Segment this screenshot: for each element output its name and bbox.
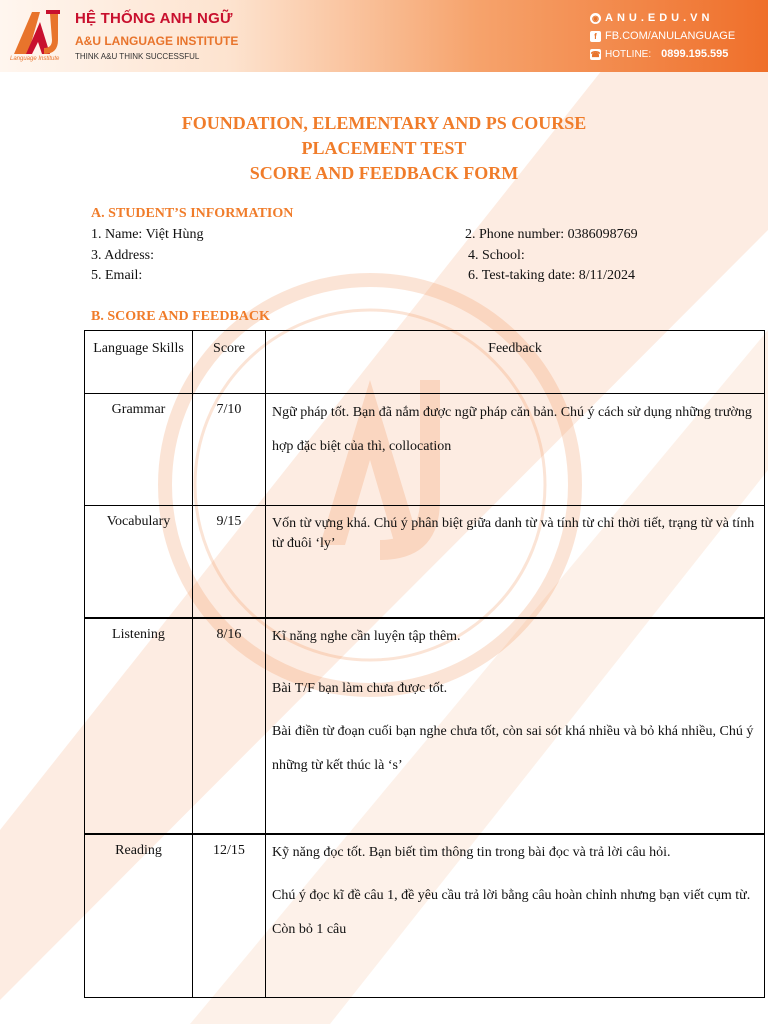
student-name: 1. Name: Việt Hùng xyxy=(91,227,204,242)
student-phone: 2. Phone number: 0386098769 xyxy=(465,227,638,242)
header-banner xyxy=(0,0,768,72)
anu-logo-icon xyxy=(10,8,68,58)
student-school: 4. School: xyxy=(468,247,525,263)
feedback-cell xyxy=(266,394,765,506)
skill-score: 7/10 xyxy=(193,394,266,506)
brand-slogan: THINK A&U THINK SUCCESSFUL xyxy=(75,52,200,61)
form-title xyxy=(0,111,768,186)
table-row xyxy=(85,834,765,998)
section-b-heading: B. SCORE AND FEEDBACK xyxy=(91,309,270,324)
skill-name: Listening xyxy=(85,618,193,834)
feedback-text: Kỹ năng đọc tốt. Bạn biết tìm thông tin trong bài đọc và trả lời câu hỏi. xyxy=(272,845,671,860)
score-feedback-table xyxy=(84,330,765,998)
feedback-text: Kĩ năng nghe cần luyện tập thêm. xyxy=(272,629,461,644)
feedback-cell xyxy=(266,834,765,998)
feedback-text: Vốn từ vựng khá. Chú ý phân biệt giữa danh từ và tính từ chỉ thời tiết, trạng từ và tính từ đuôi ‘ly’ xyxy=(272,516,755,551)
skill-name: Vocabulary xyxy=(85,506,193,619)
feedback-text: Bài điền từ đoạn cuối bạn nghe chưa tốt, còn sai sót khá nhiều và bỏ khá nhiều, Chú ý những từ kết thúc là ‘s’ xyxy=(272,724,754,773)
info-row-1 xyxy=(91,227,691,248)
website-row xyxy=(590,10,760,26)
student-address: 3. Address: xyxy=(91,247,154,263)
feedback-cell xyxy=(266,618,765,834)
test-date: 6. Test-taking date: 8/11/2024 xyxy=(468,268,635,283)
brand-name-vietnamese: HỆ THỐNG ANH NGỮ xyxy=(75,10,233,27)
column-header-score: Score xyxy=(193,331,266,394)
feedback-cell xyxy=(266,506,765,619)
student-info xyxy=(91,227,691,289)
skill-score: 8/16 xyxy=(193,618,266,834)
table-row xyxy=(85,618,765,834)
brand-name-english: A&U LANGUAGE INSTITUTE xyxy=(75,34,239,48)
phone-icon: ☎ xyxy=(590,49,601,59)
table-row xyxy=(85,506,765,619)
facebook-link[interactable]: FB.COM/ANULANGUAGE xyxy=(605,30,736,42)
column-header-skills: Language Skills xyxy=(85,331,193,394)
hotline-label: HOTLINE: xyxy=(605,48,652,60)
info-row-3 xyxy=(91,268,691,289)
title-line-3: SCORE AND FEEDBACK FORM xyxy=(249,163,519,183)
title-line-1: FOUNDATION, ELEMENTARY AND PS COURSE xyxy=(181,113,587,133)
skill-name: Reading xyxy=(85,834,193,998)
student-email: 5. Email: xyxy=(91,268,143,283)
facebook-icon: f xyxy=(590,31,601,42)
feedback-text: Chú ý đọc kĩ đề câu 1, đề yêu cầu trả lời bằng câu hoàn chỉnh nhưng bạn viết cụm từ. Còn bỏ 1 câu xyxy=(272,888,751,937)
logo-tagline: Language Institute xyxy=(10,56,60,62)
skill-score: 12/15 xyxy=(193,834,266,998)
contact-info xyxy=(590,10,760,64)
website-link[interactable]: ANU.EDU.VN xyxy=(605,12,714,24)
info-row-2 xyxy=(91,248,691,269)
hotline-number[interactable]: 0899.195.595 xyxy=(661,48,729,60)
skill-name: Grammar xyxy=(85,394,193,506)
table-header-row xyxy=(85,331,765,394)
feedback-text: Bài T/F bạn làm chưa được tốt. xyxy=(272,681,448,696)
column-header-feedback: Feedback xyxy=(266,331,765,394)
hotline-row xyxy=(590,46,760,62)
globe-icon: ◉ xyxy=(590,13,601,24)
facebook-row xyxy=(590,28,760,44)
table-row xyxy=(85,394,765,506)
title-line-2: PLACEMENT TEST xyxy=(301,138,467,158)
feedback-text: Ngữ pháp tốt. Bạn đã nắm được ngữ pháp căn bản. Chú ý cách sử dụng những trường hợp đặc biệt của thì, collocation xyxy=(272,405,752,454)
section-a-heading: A. STUDENT’S INFORMATION xyxy=(91,206,294,221)
skill-score: 9/15 xyxy=(193,506,266,619)
